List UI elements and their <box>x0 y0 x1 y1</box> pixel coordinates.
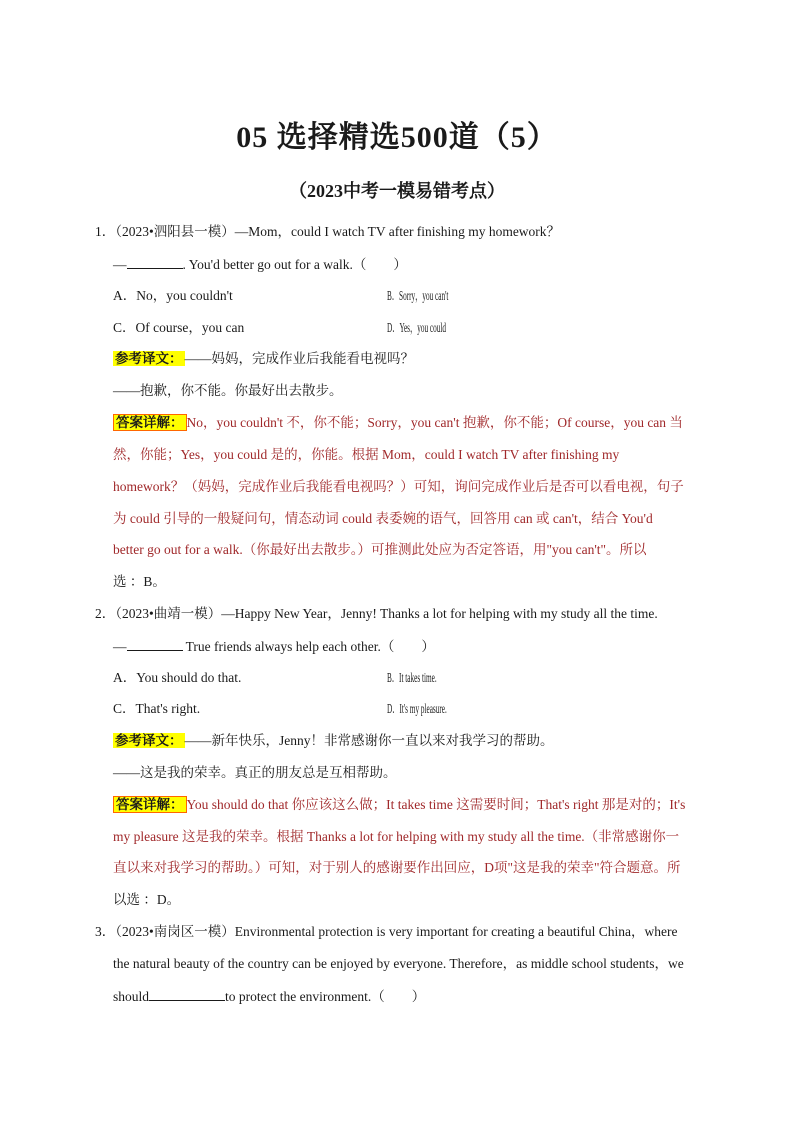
question-1-option-c: C．Of course，you can <box>113 320 245 335</box>
question-2-option-c: C．That's right. <box>113 701 201 716</box>
page-title: 05 选择精选500道（5） <box>236 121 558 154</box>
question-2-stem: 2．（2023•曲靖一模）—Happy New Year，Jenny! Thanks a lot for helping with my study all the time. <box>95 606 658 621</box>
question-1-option-d: D．Yes，you could <box>387 320 446 335</box>
question-2-answer-3: 直以来对我学习的帮助。）可知，对于别人的感谢要作出回应，D项"这是我的荣幸"符合题意。所 <box>113 860 681 875</box>
question-1-blank <box>127 254 183 269</box>
question-1-translation-2: ——抱歉，你不能。你最好出去散步。 <box>113 383 343 398</box>
question-2-prompt-text: True friends always help each other.（ ） <box>182 639 435 654</box>
question-1-answer-6: 选 ：B。 <box>113 574 166 589</box>
question-2-answer-4: 以选 ：D。 <box>113 892 181 907</box>
question-3-line-2: the natural beauty of the country can be enjoyed by everyone. Therefore，as middle school students，we <box>113 956 684 971</box>
question-1-stem: 1．（2023•泗阳县一模）—Mom，could I watch TV after finishing my homework？ <box>95 224 561 239</box>
question-3-line-3 <box>113 986 703 1007</box>
answer-tag: 答案详解： <box>113 796 187 813</box>
answer-tag: 答案详解： <box>113 414 187 431</box>
translation-tag: 参考译文： <box>115 351 183 366</box>
question-2-translation-1: ——新年快乐，Jenny！非常感谢你一直以来对我学习的帮助。 <box>184 733 554 748</box>
translation-tag: 参考译文： <box>115 733 183 748</box>
question-2-answer <box>113 795 703 815</box>
question-1-dash: — <box>113 257 127 272</box>
question-2-prompt <box>113 636 703 657</box>
question-3-line-3-text: to protect the environment.（ ） <box>225 989 426 1004</box>
question-2-translation-2: ——这是我的荣幸。真正的朋友总是互相帮助。 <box>113 765 397 780</box>
question-2-option-b: B．It takes time. <box>387 670 437 685</box>
question-2-answer-1: You should do that 你应该这么做；It takes time 这需要时间；That's right 那是对的；It's <box>186 797 686 812</box>
question-1-answer-2: 然，你能；Yes，you could 是的，你能。根据 Mom，could I watch TV after finishing my <box>113 447 620 462</box>
question-2-blank <box>127 636 183 651</box>
question-1-prompt <box>113 254 703 275</box>
question-2-dash: — <box>113 639 127 654</box>
page-subtitle: （2023中考一模易错考点） <box>289 181 505 201</box>
question-1-prompt-text: . You'd better go out for a walk.（ ） <box>182 257 407 272</box>
question-1-answer <box>113 413 703 433</box>
question-1-answer-3: homework？（妈妈，完成作业后我能看电视吗？）可知，询问完成作业后是否可以看电视，句子 <box>113 479 684 494</box>
question-3-should: should <box>113 989 150 1004</box>
question-2-option-d: D．It's my pleasure. <box>387 701 447 716</box>
question-1-answer-1: No，you couldn't 不，你不能；Sorry，you can't 抱歉，你不能；Of course，you can 当 <box>186 415 683 430</box>
question-2-translation <box>113 731 703 751</box>
question-3-stem: 3．（2023•南岗区一模）Environmental protection is very important for creating a beautiful China，where <box>95 924 678 939</box>
question-1-translation-1: ——妈妈，完成作业后我能看电视吗？ <box>184 351 414 366</box>
question-2-option-a: A．You should do that. <box>113 670 242 685</box>
question-2-answer-2: my pleasure 这是我的荣幸。根据 Thanks a lot for helping with my study all the time.（非常感谢你一 <box>113 829 680 844</box>
question-3-blank <box>149 986 225 1001</box>
question-1-option-b: B．Sorry，you can't <box>387 288 449 303</box>
question-1-option-a: A．No，you couldn't <box>113 288 233 303</box>
question-1-translation <box>113 349 703 369</box>
question-1-answer-4: 为 could 引导的一般疑问句，情态动词 could 表委婉的语气，回答用 can 或 can't，结合 You'd <box>113 511 653 526</box>
question-1-answer-5: better go out for a walk.（你最好出去散步。）可推测此处应为否定答语，用"you can't"。所以 <box>113 542 647 557</box>
